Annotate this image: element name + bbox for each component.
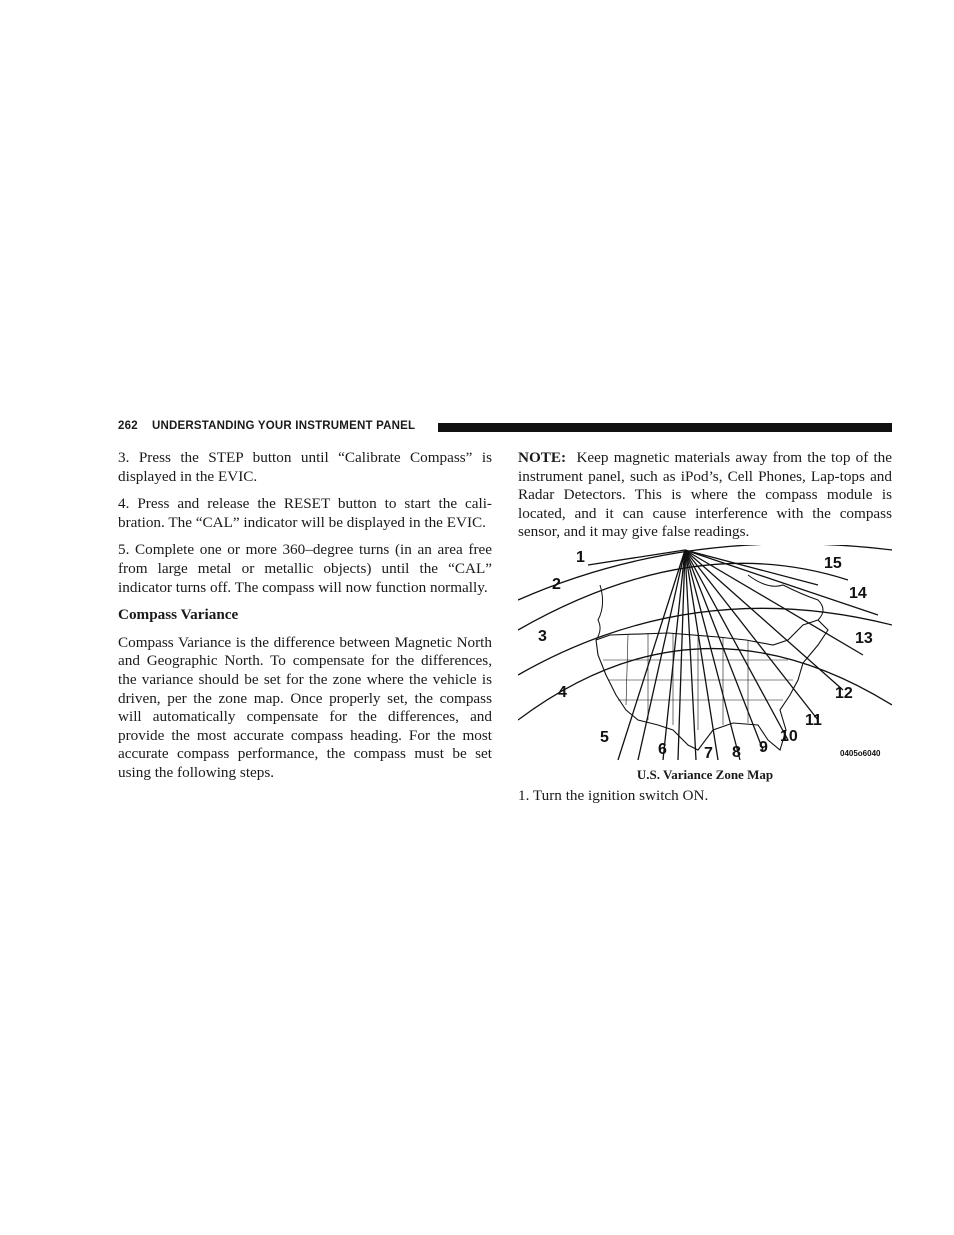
- map-caption: U.S. Variance Zone Map: [636, 767, 774, 782]
- zone-label-13: 13: [855, 630, 873, 647]
- zone-label-9: 9: [759, 739, 768, 756]
- right-column: [518, 449, 892, 551]
- left-column: [118, 449, 492, 783]
- variance-zone-map: [518, 545, 892, 765]
- zone-line-8: [685, 550, 763, 750]
- note-label: NOTE:: [518, 449, 567, 466]
- step-5: 5. Complete one or more 360–degree turns (in an area free from large metal or metallic objects) until the “CAL” indicator turns off. The compass will now function normally.: [118, 541, 492, 596]
- east-canada-coast: [748, 575, 823, 620]
- zone-map-figure: [518, 545, 892, 765]
- step-1: 1. Turn the ignition switch ON.: [518, 787, 709, 804]
- zone-label-4: 4: [558, 684, 567, 701]
- state-grid: [603, 633, 793, 730]
- zone-label-1: 1: [576, 549, 585, 566]
- header-rule: [438, 423, 892, 432]
- page-header: [118, 420, 892, 436]
- zone-label-7: 7: [704, 745, 713, 762]
- zone-label-10: 10: [780, 728, 798, 745]
- compass-variance-body: Compass Variance is the difference between Magnetic North and Geographic North. To compensate for the differences, the variance should be set for the zone where the vehicle is driven, per the zone map. Once properly set, the compass will automatically compensate for the differences, and provide the most accurate compass heading. For the most accurate compass performance, the compass must be set using the following steps.: [118, 633, 492, 781]
- zone-label-3: 3: [538, 628, 547, 645]
- west-coast: [596, 585, 603, 640]
- compass-variance-heading: Compass Variance: [118, 606, 239, 624]
- zone-line-15: [588, 550, 685, 565]
- step-3: 3. Press the STEP button until “Calibrate Compass” is displayed in the EVIC.: [118, 449, 492, 485]
- zone-label-8: 8: [732, 744, 741, 761]
- arc-1: [518, 545, 892, 600]
- arc-3: [518, 608, 892, 675]
- zone-line-10: [685, 550, 818, 720]
- zone-label-12: 12: [835, 685, 853, 702]
- zone-label-2: 2: [552, 576, 561, 593]
- section-title: UNDERSTANDING YOUR INSTRUMENT PANEL: [152, 420, 416, 432]
- page-number: 262: [118, 420, 138, 432]
- figure-code: 0405o6040: [840, 749, 881, 758]
- zone-line-2: [638, 550, 685, 760]
- zone-label-6: 6: [658, 741, 667, 758]
- note-paragraph: [518, 449, 892, 542]
- zone-label-5: 5: [600, 729, 609, 746]
- zone-line-13: [685, 550, 878, 615]
- zone-label-15: 15: [824, 555, 842, 572]
- zone-label-14: 14: [849, 585, 867, 602]
- note-text: Keep magnetic materials away from the top of the instrument panel, such as iPod’s, Cell Phones, Lap-tops and Radar Detectors. This is where the compass module is located, and it can cause interference with the compass sensor, and it may give false readings.: [518, 449, 892, 541]
- zone-label-11: 11: [805, 712, 822, 729]
- step-4: 4. Press and release the RESET button to start the cali-bration. The “CAL” indicator will be displayed in the EVIC.: [118, 495, 492, 531]
